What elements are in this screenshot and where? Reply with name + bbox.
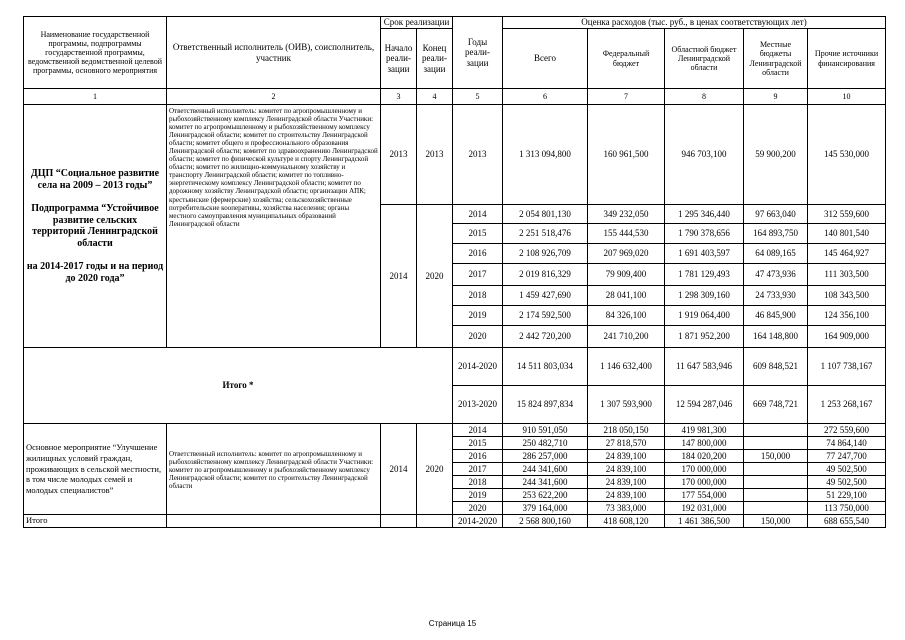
header-regional: Областной бюджет Ленинградской области <box>665 29 744 89</box>
total-cell: 2 442 720,200 <box>503 326 588 348</box>
local-cell <box>744 502 808 515</box>
total-cell: 2 019 816,329 <box>503 264 588 286</box>
total-cell: 910 591,050 <box>503 424 588 437</box>
other-cell: 1 253 268,167 <box>808 386 886 424</box>
regional-cell: 1 781 129,493 <box>665 264 744 286</box>
local-cell: 97 663,040 <box>744 205 808 224</box>
program-title-cell <box>24 105 167 348</box>
federal-cell: 1 146 632,400 <box>588 348 665 386</box>
year-cell: 2018 <box>453 286 503 306</box>
total-cell: 1 459 427,690 <box>503 286 588 306</box>
other-cell: 272 559,600 <box>808 424 886 437</box>
other-cell: 49 502,500 <box>808 463 886 476</box>
total-cell: 14 511 803,034 <box>503 348 588 386</box>
year-cell: 2013-2020 <box>453 386 503 424</box>
regional-cell: 177 554,000 <box>665 489 744 502</box>
year-cell: 2018 <box>453 476 503 489</box>
other-cell: 140 801,540 <box>808 224 886 244</box>
federal-cell: 160 961,500 <box>588 105 665 205</box>
other-cell: 111 303,500 <box>808 264 886 286</box>
other-cell: 124 356,100 <box>808 306 886 326</box>
local-cell: 164 893,750 <box>744 224 808 244</box>
end-year: 2020 <box>417 424 453 515</box>
col-number: 2 <box>167 89 381 105</box>
regional-cell: 12 594 287,046 <box>665 386 744 424</box>
total-cell: 250 482,710 <box>503 437 588 450</box>
other-cell: 51 229,100 <box>808 489 886 502</box>
regional-cell: 1 298 309,160 <box>665 286 744 306</box>
year-cell: 2015 <box>453 224 503 244</box>
regional-cell: 170 000,000 <box>665 476 744 489</box>
header-cost: Оценка расходов (тыс. руб., в ценах соответствующих лет) <box>503 17 886 29</box>
end-year: 2020 <box>417 205 453 348</box>
local-cell <box>744 424 808 437</box>
other-cell: 1 107 738,167 <box>808 348 886 386</box>
table-row <box>24 105 886 205</box>
regional-cell: 1 919 064,400 <box>665 306 744 326</box>
col-number: 8 <box>665 89 744 105</box>
local-cell: 47 473,936 <box>744 264 808 286</box>
header-federal: Федеральный бюджет <box>588 29 665 89</box>
local-cell: 150,000 <box>744 515 808 528</box>
col-number: 6 <box>503 89 588 105</box>
local-cell: 24 733,930 <box>744 286 808 306</box>
regional-cell: 170 000,000 <box>665 463 744 476</box>
federal-cell: 28 041,100 <box>588 286 665 306</box>
federal-cell: 418 608,120 <box>588 515 665 528</box>
other-cell: 108 343,500 <box>808 286 886 306</box>
other-cell: 49 502,500 <box>808 476 886 489</box>
year-cell: 2019 <box>453 306 503 326</box>
main-activity-name: Основное мероприятие “Улучшение жилищных условий граждан, проживающих в сельской местности, в том числе молодых семей и молодых специалистов” <box>24 424 167 515</box>
header-total: Всего <box>503 29 588 89</box>
end-year: 2013 <box>417 105 453 205</box>
federal-cell: 24 839,100 <box>588 450 665 463</box>
total-cell: 2 568 800,160 <box>503 515 588 528</box>
federal-cell: 155 444,530 <box>588 224 665 244</box>
year-cell: 2014-2020 <box>453 515 503 528</box>
itogo-label: Итого <box>24 515 167 528</box>
regional-cell: 147 800,000 <box>665 437 744 450</box>
other-cell: 113 750,000 <box>808 502 886 515</box>
year-cell: 2020 <box>453 326 503 348</box>
year-cell: 2014-2020 <box>453 348 503 386</box>
col-number: 10 <box>808 89 886 105</box>
year-cell: 2016 <box>453 244 503 264</box>
total-cell: 244 341,600 <box>503 476 588 489</box>
regional-cell: 1 295 346,440 <box>665 205 744 224</box>
regional-cell: 184 020,200 <box>665 450 744 463</box>
other-cell: 77 247,700 <box>808 450 886 463</box>
total-cell: 2 108 926,709 <box>503 244 588 264</box>
other-cell: 145 464,927 <box>808 244 886 264</box>
federal-cell: 24 839,100 <box>588 476 665 489</box>
header-row-1 <box>24 17 886 29</box>
budget-table <box>23 16 886 528</box>
header-name: Наименование государственной программы, подпрограммы государственной программы, ведомственной ведомственной целевой программы, основного мероприятия <box>24 17 167 89</box>
other-cell: 145 530,000 <box>808 105 886 205</box>
subprogram-title: Подпрограмма “Устойчивое развитие сельских территорий Ленинградской области <box>31 203 159 249</box>
start-year: 2013 <box>381 105 417 205</box>
other-cell: 688 655,540 <box>808 515 886 528</box>
year-cell: 2013 <box>453 105 503 205</box>
total-cell: 2 174 592,500 <box>503 306 588 326</box>
total-cell: 15 824 897,834 <box>503 386 588 424</box>
local-cell: 150,000 <box>744 450 808 463</box>
total-cell: 286 257,000 <box>503 450 588 463</box>
regional-cell: 419 981,300 <box>665 424 744 437</box>
program-title-dcp: ДЦП “Социальное развитие села на 2009 – 2013 годы” <box>30 168 160 191</box>
itogo-label: Итого * <box>24 348 453 424</box>
regional-cell: 1 871 952,200 <box>665 326 744 348</box>
local-cell <box>744 489 808 502</box>
table-row <box>24 515 886 528</box>
local-cell: 609 848,521 <box>744 348 808 386</box>
regional-cell: 11 647 583,946 <box>665 348 744 386</box>
local-cell: 164 148,800 <box>744 326 808 348</box>
year-cell: 2019 <box>453 489 503 502</box>
start-year: 2014 <box>381 205 417 348</box>
total-cell: 379 164,000 <box>503 502 588 515</box>
regional-cell: 192 031,000 <box>665 502 744 515</box>
col-number: 7 <box>588 89 665 105</box>
regional-cell: 1 691 403,597 <box>665 244 744 264</box>
local-cell <box>744 476 808 489</box>
local-cell: 669 748,721 <box>744 386 808 424</box>
page-number: Страница 15 <box>428 619 477 628</box>
other-cell: 74 864,140 <box>808 437 886 450</box>
header-start: Начало реали-зации <box>381 29 417 89</box>
federal-cell: 79 909,400 <box>588 264 665 286</box>
year-cell: 2020 <box>453 502 503 515</box>
total-cell: 2 054 801,130 <box>503 205 588 224</box>
col-number: 1 <box>24 89 167 105</box>
header-responsible: Ответственный исполнитель (ОИВ), соисполнитель, участник <box>167 17 381 89</box>
regional-cell: 1 790 378,656 <box>665 224 744 244</box>
total-cell: 244 341,600 <box>503 463 588 476</box>
total-cell: 1 313 094,800 <box>503 105 588 205</box>
table-row <box>24 348 886 386</box>
empty-cell <box>417 515 453 528</box>
local-cell: 64 089,165 <box>744 244 808 264</box>
federal-cell: 349 232,050 <box>588 205 665 224</box>
header-other: Прочие источники финансирования <box>808 29 886 89</box>
subprogram-period: на 2014-2017 годы и на период до 2020 года” <box>26 261 164 284</box>
year-cell: 2017 <box>453 264 503 286</box>
regional-cell: 946 703,100 <box>665 105 744 205</box>
federal-cell: 24 839,100 <box>588 489 665 502</box>
header-years: Годы реали-зации <box>453 17 503 89</box>
year-cell: 2017 <box>453 463 503 476</box>
column-numbers-row <box>24 89 886 105</box>
federal-cell: 73 383,000 <box>588 502 665 515</box>
local-cell <box>744 437 808 450</box>
local-cell <box>744 463 808 476</box>
empty-cell <box>381 515 417 528</box>
federal-cell: 27 818,570 <box>588 437 665 450</box>
header-end: Конец реали-зации <box>417 29 453 89</box>
local-cell: 59 900,200 <box>744 105 808 205</box>
year-cell: 2014 <box>453 205 503 224</box>
year-cell: 2015 <box>453 437 503 450</box>
col-number: 5 <box>453 89 503 105</box>
federal-cell: 241 710,200 <box>588 326 665 348</box>
other-cell: 312 559,600 <box>808 205 886 224</box>
responsible-text: Ответственный исполнитель: комитет по агропромышленному и рыбохозяйственному комплексу Ленинградской области Участники: комитет по агропромышленному и рыбохозяйственному комплексу Ленинградской области; комитет по строительству Ленинградской области <box>167 424 381 515</box>
total-cell: 253 622,200 <box>503 489 588 502</box>
federal-cell: 84 326,100 <box>588 306 665 326</box>
regional-cell: 1 461 386,500 <box>665 515 744 528</box>
year-cell: 2016 <box>453 450 503 463</box>
header-term: Срок реализации <box>381 17 453 29</box>
federal-cell: 207 969,020 <box>588 244 665 264</box>
col-number: 9 <box>744 89 808 105</box>
other-cell: 164 909,000 <box>808 326 886 348</box>
local-cell: 46 845,900 <box>744 306 808 326</box>
col-number: 3 <box>381 89 417 105</box>
federal-cell: 218 050,150 <box>588 424 665 437</box>
federal-cell: 1 307 593,900 <box>588 386 665 424</box>
empty-cell <box>167 515 381 528</box>
start-year: 2014 <box>381 424 417 515</box>
year-cell: 2014 <box>453 424 503 437</box>
col-number: 4 <box>417 89 453 105</box>
header-local: Местные бюджеты Ленинградской области <box>744 29 808 89</box>
responsible-text: Ответственный исполнитель: комитет по агропромышленному и рыбохозяйственному комплексу Ленинградской области Участники: комитет по агропромышленному и рыбохозяйственному комплексу Ленинградской области; комитет по строительству Ленинградской области; комитет общего и профессионального образования Ленинградской области; комитет по здравоохранению Ленинградской области; комитет по физической культуре и спорту Ленинградской области; комитет по жилищно-коммунальному хозяйству и транспорту Ленинградской области; комитет по топливно-энергетическому комплексу Ленинградской области; комитет по дорожному хозяйству Ленинградской области; организации АПК; крестьянские (фермерские) хозяйства; сельскохозяйственные потребительские кооперативы, хозяйства населения; органы местного самоуправления муниципальных образований Ленинградской области <box>167 105 381 348</box>
federal-cell: 24 839,100 <box>588 463 665 476</box>
table-row <box>24 424 886 437</box>
total-cell: 2 251 518,476 <box>503 224 588 244</box>
